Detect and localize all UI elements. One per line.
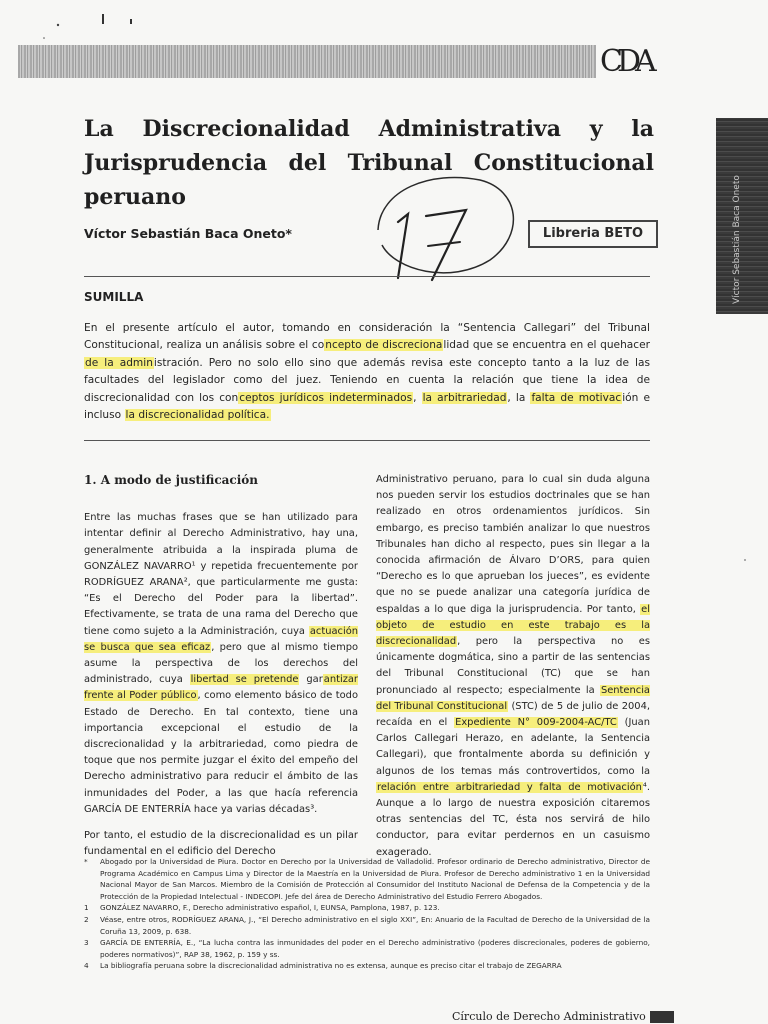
highlighted-text: Expediente N° 009-2004-AC/TC	[455, 717, 617, 729]
highlighted-text: ceptos jurídicos indeterminados	[239, 391, 413, 404]
footnote-marker: 4	[84, 961, 89, 971]
side-tab-text: Víctor Sebastián Baca Oneto	[732, 175, 742, 304]
body-paragraph	[84, 510, 358, 818]
body-paragraph	[376, 472, 650, 861]
title-line: peruano	[84, 184, 186, 210]
divider	[84, 440, 650, 441]
text-run: (Juan Carlos Callegari Herazo, en adelante, la Sentencia Callegari), que frontalmente aborda su definición y algunos de los temas más controvertidos, como la	[376, 717, 650, 777]
sumilla-text	[84, 320, 650, 424]
footnote-text: La bibliografía peruana sobre la discrecionalidad administrativa no es extensa, aunque es preciso citar el trabajo de ZEGARRA	[100, 961, 562, 971]
body-column-left	[84, 472, 358, 870]
highlighted-text: de la admin	[85, 356, 153, 369]
highlighted-text: antizar frente al Poder público	[84, 674, 358, 702]
handwritten-number	[370, 150, 530, 290]
highlighted-text: ncepto de discreciona	[325, 339, 443, 352]
page-footer	[452, 1010, 674, 1023]
title-line: La Discrecionalidad Administrativa y la	[84, 116, 654, 142]
header-band	[18, 45, 596, 78]
text-run: En el presente artículo el autor, tomando en consideración la “Sentencia Callegari” del Tribunal Constitucional, realiza un análisis sobre el co	[84, 322, 650, 352]
text-run: ⁴. Aunque a lo largo de nuestra exposición citaremos otras sentencias del TC, ésta nos servirá de hilo conductor, para evitar perdernos en un casuismo exagerado.	[376, 781, 650, 858]
text-run: istración. Pero no solo ello sino que además revisa este concepto tanto a la luz de las facultades del legislador como del juez. Teniendo en cuenta la relación que tiene la idea de discrecionalidad con los con	[84, 356, 651, 404]
footnote-marker: 1	[84, 903, 89, 913]
body-column-right	[376, 472, 650, 871]
footer-text: Círculo de Derecho Administrativo	[452, 1010, 646, 1023]
highlighted-text: el objeto de estudio en este trabajo es la discrecionalidad	[376, 603, 650, 648]
footnote-text: Véase, entre otros, RODRÍGUEZ ARANA, J., “El Derecho administrativo en el siglo XXI”, En: Anuario de la Facultad de Derecho de la Universidad de la Coruña 13, 2009, p. 638.	[100, 914, 650, 936]
footnotes	[84, 856, 650, 972]
text-run: , la	[507, 391, 531, 404]
footnote	[84, 914, 650, 937]
footnote-marker: 3	[84, 938, 89, 948]
text-run: ión e incluso	[84, 391, 650, 422]
text-run: , pero la perspectiva no es únicamente dogmática, sino a partir de las sentencias del Tribunal Constitucional (TC) que se han pronunciado al respecto; especialmente la	[376, 636, 650, 696]
text-run: lidad que se encuentra en el quehacer	[443, 339, 650, 352]
highlighted-text: falta de motivac	[531, 391, 622, 404]
footnote	[84, 902, 650, 914]
footnote-marker: *	[84, 857, 88, 866]
divider	[84, 276, 650, 277]
footnote-marker: 2	[84, 914, 89, 924]
text-run: Por tanto, el estudio de la discrecionalidad es un pilar fundamental en el edificio del Derecho	[84, 830, 358, 858]
page-number-box	[650, 1011, 674, 1023]
text-run: ,	[413, 391, 422, 404]
footnote-text: GARCÍA DE ENTERRÍA, E., “La lucha contra las inmunidades del poder en el Derecho administrativo (poderes discrecionales, poderes de gobierno, poderes normativos)”, RAP 38, 1962, p. 159 y ss.	[100, 938, 650, 959]
footnote-text: Abogado por la Universidad de Piura. Doctor en Derecho por la Universidad de Valladolid. Profesor ordinario de Derecho administrativo, Director de Programa Académico en Campus Lima y Director de la Maestría en la Universidad de Piura. Profesor de Derecho administrativo 1 en la Universidad Nacional Mayor de San Marcos. Miembro de la Comisión de Protección al Consumidor del Instituto Nacional de Defensa de la Competencia y de la Protección de la Propiedad Intelectual - INDECOPI. Jefe del área de Derecho Administrativo del Estudio Ferrero Abogados.	[100, 857, 650, 901]
text-run: Entre las muchas frases que se han utilizado para intentar definir al Derecho Administrativo, hay una, generalmente atribuida a la inspirada pluma de GONZÁLEZ NAVARRO¹ y repetida frecuentemente por RODRÍGUEZ ARANA², que particularmente me gusta: “Es el Derecho del Poder para la libertad”. Efectivamente, se trata de una rama del Derecho que tiene como sujeto a la Administración, cuya	[84, 512, 358, 637]
article-title	[84, 112, 654, 214]
sumilla-heading: SUMILLA	[84, 290, 144, 304]
text-run: (STC) de 5 de julio de 2004, recaída en el	[376, 700, 650, 729]
highlighted-text: relación entre arbitrariedad y falta de motivación	[377, 781, 642, 793]
footnote	[84, 856, 650, 902]
section-heading: 1. A modo de justificación	[84, 473, 258, 487]
footnote-text: GONZÁLEZ NAVARRO, F., Derecho administrativo español, I, EUNSA, Pamplona, 1987, p. 123.	[100, 903, 440, 913]
highlighted-text: actuación se busca que sea eficaz	[84, 625, 358, 653]
text-run: gar	[299, 674, 323, 686]
highlighted-text: Sentencia del Tribunal Constitucional	[376, 684, 650, 712]
journal-logo: CDA	[600, 44, 651, 79]
highlighted-text: la discrecionalidad política.	[125, 409, 270, 422]
footnote	[84, 960, 650, 972]
side-tab	[716, 118, 768, 314]
text-run: Administrativo peruano, para lo cual sin duda alguna nos pueden servir los estudios doctrinales que se han realizado en otros ordenamientos jurídicos. Sin embargo, es preciso también analizar lo que nuestros Tribunales han dicho al respecto, pues sin llegar a la conocida afirmación de Álvaro D’ORS, para quien “Derecho es lo que aprueban los jueces”, es evidente que no se puede analizar una categoría jurídica de espaldas a lo que diga la jurisprudencia. Por tanto,	[376, 474, 650, 615]
text-run: , como elemento básico de todo Estado de Derecho. En tal contexto, tiene una importancia excepcional el estudio de la discrecionalidad y la arbitrariedad, como piedra de toque que nos permite juzgar el éxito del empeño del Derecho administrativo para reducir el ámbito de las inmunidades del Poder, a las que hacía referencia GARCÍA DE ENTERRÍA hace ya varias décadas³.	[84, 690, 358, 815]
bookstore-stamp: Libreria BETO	[528, 220, 658, 248]
text-run: , pero que al mismo tiempo asume la perspectiva de los derechos del administrado, cuya	[84, 641, 358, 686]
highlighted-text: la arbitrariedad	[422, 391, 507, 404]
highlighted-text: libertad se pretende	[190, 674, 299, 686]
author-name: Víctor Sebastián Baca Oneto*	[84, 226, 292, 241]
footnote	[84, 937, 650, 960]
title-line: Jurisprudencia del Tribunal Constitucional	[84, 150, 654, 176]
